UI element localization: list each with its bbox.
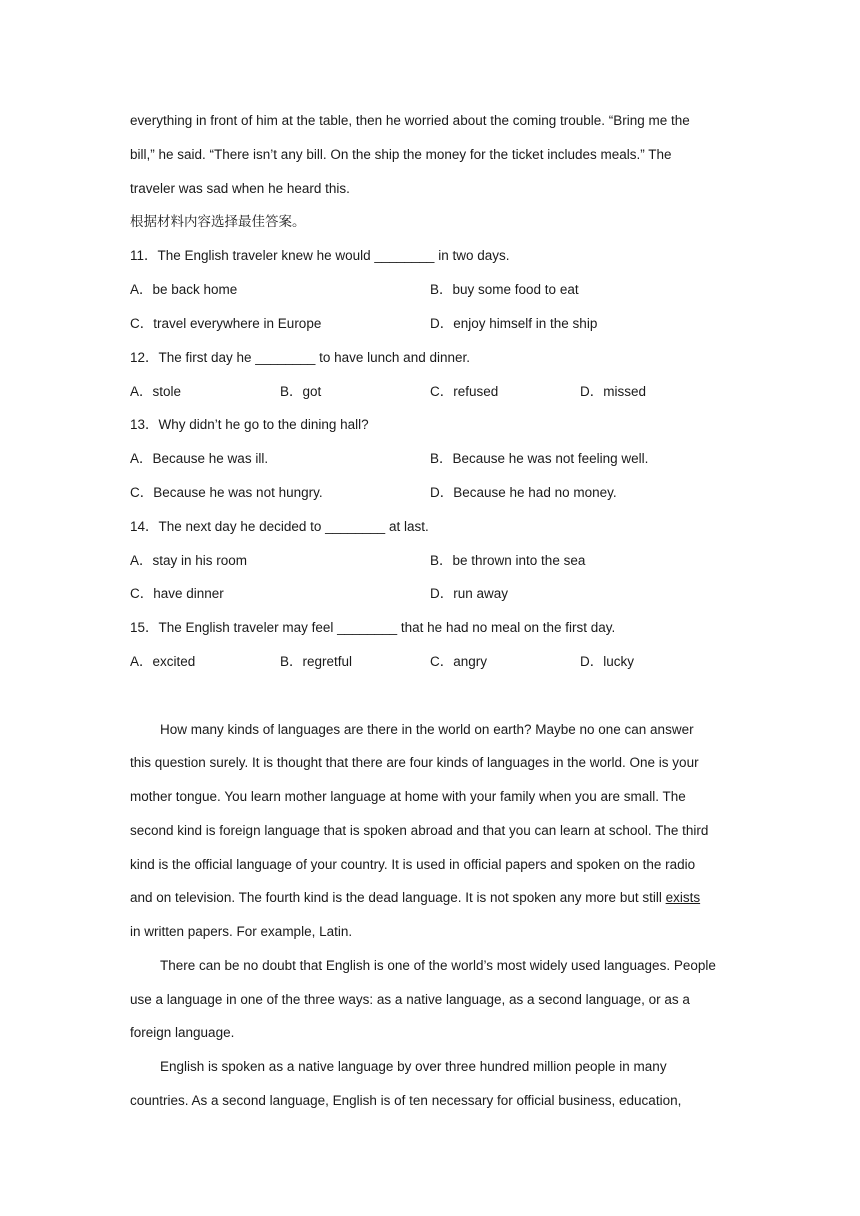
paragraph-line: in written papers. For example, Latin. (130, 924, 353, 939)
option-d: D．enjoy himself in the ship (430, 316, 598, 331)
option-a: A．Because he was ill. (130, 451, 269, 466)
passage-line: traveler was sad when he heard this. (130, 181, 350, 196)
underlined-word: exists (665, 890, 701, 905)
option-c: C．have dinner (130, 586, 224, 601)
paragraph-line: mother tongue. You learn mother language at home with your family when you are small. The (130, 789, 686, 804)
option-d: D．lucky (580, 654, 635, 669)
paragraph-line: How many kinds of languages are there in the world on earth? Maybe no one can answer (160, 722, 694, 737)
question-stem: 13．Why didn’t he go to the dining hall? (130, 417, 369, 432)
question-stem: 15．The English traveler may feel ________ that he had no meal on the first day. (130, 620, 616, 635)
option-d: D．missed (580, 384, 647, 399)
option-b: B．regretful (280, 654, 353, 669)
option-d: D．Because he had no money. (430, 485, 617, 500)
option-b: B．got (280, 384, 322, 399)
paragraph-line: countries. As a second language, English is of ten necessary for official business, education, (130, 1093, 682, 1108)
option-a: A．stole (130, 384, 182, 399)
question-stem: 12．The first day he ________ to have lunch and dinner. (130, 350, 470, 365)
paragraph-line: kind is the official language of your country. It is used in official papers and spoken on the radio (130, 857, 696, 872)
option-a: A．be back home (130, 282, 238, 297)
paragraph-line: There can be no doubt that English is one of the world’s most widely used languages. People (160, 958, 716, 973)
option-c: C．angry (430, 654, 488, 669)
paragraph-line: this question surely. It is thought that there are four kinds of languages in the world. One is your (130, 755, 699, 770)
paragraph-line (130, 889, 730, 907)
passage-line: bill,” he said. “There isn’t any bill. On the ship the money for the ticket includes meals.” The (130, 147, 672, 162)
option-b: B．Because he was not feeling well. (430, 451, 649, 466)
paragraph-line: use a language in one of the three ways: as a native language, as a second language, or as a (130, 992, 690, 1007)
line-text: and on television. The fourth kind is the dead language. It is not spoken any more but still (130, 890, 662, 905)
instruction: 根据材料内容选择最佳答案。 (130, 214, 306, 229)
option-a: A．stay in his room (130, 553, 248, 568)
option-b: B．buy some food to eat (430, 282, 579, 297)
option-a: A．excited (130, 654, 196, 669)
paragraph-line: second kind is foreign language that is spoken abroad and that you can learn at school. The third (130, 823, 709, 838)
question-stem: 11．The English traveler knew he would ________ in two days. (130, 248, 510, 263)
option-c: C．refused (430, 384, 499, 399)
option-c: C．Because he was not hungry. (130, 485, 323, 500)
paragraph-line: foreign language. (130, 1025, 235, 1040)
option-d: D．run away (430, 586, 509, 601)
passage-line: everything in front of him at the table, then he worried about the coming trouble. “Bring me the (130, 113, 690, 128)
option-b: B．be thrown into the sea (430, 553, 586, 568)
question-stem: 14．The next day he decided to ________ at last. (130, 519, 429, 534)
paragraph-line: English is spoken as a native language by over three hundred million people in many (160, 1059, 667, 1074)
option-c: C．travel everywhere in Europe (130, 316, 322, 331)
